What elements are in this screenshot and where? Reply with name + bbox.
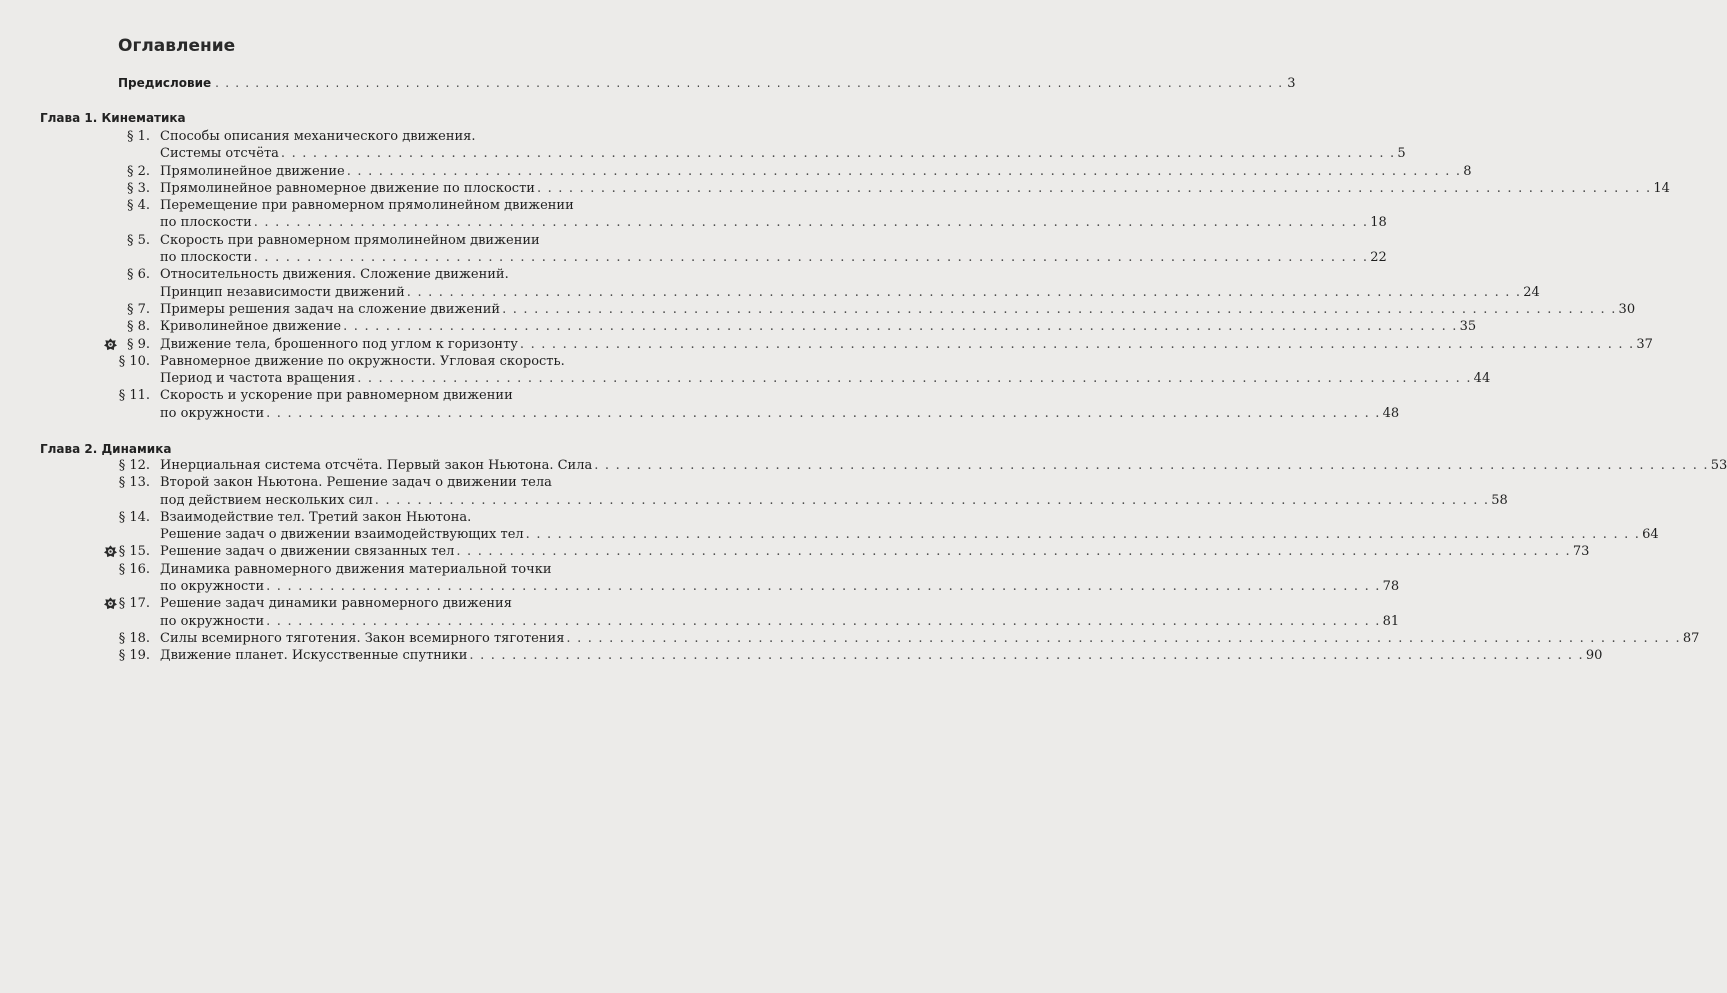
- chapter-1-entries: [0, 128, 1670, 422]
- page-number: 48: [1382, 405, 1400, 421]
- toc-entry[interactable]: [0, 180, 1670, 197]
- section-number: § 1.: [126, 129, 150, 144]
- section-number: § 15.: [118, 544, 150, 560]
- page-number: 35: [1459, 319, 1477, 335]
- toc-entry[interactable]: [0, 197, 1387, 232]
- toc-entry[interactable]: [0, 336, 1653, 353]
- entry-title-line: [160, 318, 1477, 335]
- entry-title-text: Криволинейное движение: [160, 319, 342, 335]
- toc-entry[interactable]: [0, 387, 1400, 422]
- page-number: 18: [1370, 215, 1387, 231]
- toc-entry-preface[interactable]: [118, 76, 1296, 91]
- entry-title-text: Движение планет. Искусственные спутники: [160, 648, 468, 664]
- toc-entry[interactable]: [0, 595, 1400, 630]
- entry-title-text: по окружности: [160, 579, 265, 595]
- page-number: 53: [1710, 458, 1727, 473]
- entry-title-line: [160, 578, 1400, 595]
- entry-title-text: Примеры решения задач на сложение движений: [160, 301, 501, 317]
- entry-title-line: Взаимодействие тел. Третий закон Ньютона.: [160, 509, 472, 525]
- entry-title-text: Принцип независимости движений: [160, 284, 405, 300]
- dot-leader: . . . . . . . . . . . . . . . . . . . . . . . . . . . . . . . . . . . . . . . . . . . . . . . . . . . . . . . . . . . . . . . . . . . . . . . . . . . . . . . . . . . . . . . . . . . . . . . . . . . . . . . . .: [469, 648, 1584, 664]
- dot-leader: . . . . . . . . . . . . . . . . . . . . . . . . . . . . . . . . . . . . . . . . . . . . . . . . . . . . . . . . . . . . . . . . . . . . . . . . . . . . . . . . . . . . . . . . . . . . . . . . . . . . . . . . .: [266, 613, 1381, 629]
- page-number: 64: [1642, 527, 1659, 543]
- section-number: § 2.: [126, 163, 150, 179]
- toc-entry[interactable]: [0, 630, 1700, 647]
- toc-entry[interactable]: [0, 509, 1659, 544]
- section-number: § 11.: [118, 388, 150, 404]
- section-number: § 18.: [118, 630, 150, 646]
- entry-title-line: Скорость и ускорение при равномерном движении: [160, 388, 513, 404]
- entry-title-line: Решение задач динамики равномерного движения: [160, 596, 512, 612]
- dot-leader: . . . . . . . . . . . . . . . . . . . . . . . . . . . . . . . . . . . . . . . . . . . . . . . . . . . . . . . . . . . . . . . . . . . . . . . . . . . . . . . . . . . . . . . . . . . . . . . . . . . . . . . . .: [594, 458, 1709, 473]
- page-number: 8: [1463, 163, 1472, 179]
- advanced-topic-icon: [103, 337, 118, 352]
- toc-entry[interactable]: [0, 353, 1491, 388]
- page-number: 37: [1636, 336, 1653, 352]
- toc-entry[interactable]: [0, 474, 1508, 509]
- section-number: § 16.: [118, 561, 150, 577]
- chapter-2-entries: [0, 457, 1727, 665]
- entry-title-line: [160, 370, 1491, 387]
- entry-title-line: Динамика равномерного движения материальной точки: [160, 561, 552, 577]
- dot-leader: . . . . . . . . . . . . . . . . . . . . . . . . . . . . . . . . . . . . . . . . . . . . . . . . . . . . . . . . . . . . . . . . . . . . . . . . . . . . . . . . . . . . . . . . . . . . . . . . . . . . . . . . .: [536, 180, 1652, 196]
- page-title: Оглавление: [118, 36, 236, 56]
- entry-title-line: Второй закон Ньютона. Решение задач о движении тела: [160, 475, 552, 491]
- dot-leader: . . . . . . . . . . . . . . . . . . . . . . . . . . . . . . . . . . . . . . . . . . . . . . . . . . . . . . . . . . . . . . . . . . . . . . . . . . . . . . . . . . . . . . . . . . . . . . . . . . . . . . . . .: [253, 250, 1369, 266]
- entry-title-text: под действием нескольких сил: [160, 492, 373, 508]
- entry-title-line: [160, 405, 1400, 422]
- toc-entry[interactable]: [0, 647, 1603, 664]
- section-number: § 7.: [126, 301, 150, 317]
- dot-leader: . . . . . . . . . . . . . . . . . . . . . . . . . . . . . . . . . . . . . . . . . . . . . . . . . . . . . . . . . . . . . . . . . . . . . . . . . . . . . . . . . . . . . . . . . . . . . . . . . . . . . . . . .: [406, 284, 1522, 300]
- entry-title-line: [160, 163, 1472, 180]
- entry-title-line: Скорость при равномерном прямолинейном движении: [160, 232, 540, 248]
- entry-title-text: Решение задач о движении связанных тел: [160, 544, 455, 560]
- chapter-heading-2: Глава 2. Динамика: [40, 442, 172, 456]
- toc-entry[interactable]: [0, 457, 1727, 474]
- entry-title-line: [160, 492, 1508, 509]
- toc-entry[interactable]: [0, 163, 1472, 180]
- dot-leader: . . . . . . . . . . . . . . . . . . . . . . . . . . . . . . . . . . . . . . . . . . . . . . . . . . . . . . . . . . . . . . . . . . . . . . . . . . . . . . . . . . . . . . . . . . . . . . . . . . . . . . . . .: [346, 163, 1462, 179]
- dot-leader: . . . . . . . . . . . . . . . . . . . . . . . . . . . . . . . . . . . . . . . . . . . . . . . . . . . . . . . . . . . . . . . . . . . . . . . . . . . . . . . . . . . . . . . . . . . . . . . . . . . . . . . . .: [343, 319, 1458, 335]
- preface-page: 3: [1287, 76, 1296, 91]
- page-number: 81: [1382, 613, 1400, 629]
- dot-leader: . . . . . . . . . . . . . . . . . . . . . . . . . . . . . . . . . . . . . . . . . . . . . . . . . . . . . . . . . . . . . . . . . . . . . . . . . . . . . . . . . . . . . . . . . . . . . . . . . . . . . . . . .: [456, 544, 1571, 560]
- section-number: § 17.: [118, 596, 150, 612]
- entry-title-line: [160, 284, 1540, 301]
- advanced-topic-icon: [103, 544, 118, 559]
- dot-leader: . . . . . . . . . . . . . . . . . . . . . . . . . . . . . . . . . . . . . . . . . . . . . . . . . . . . . . . . . . . . . . . . . . . . . . . . . . . . . . . . . . . . . . . . . . . . . . . . . . . . . . . . .: [357, 371, 1472, 387]
- page-number: 58: [1491, 492, 1508, 508]
- page-number: 24: [1523, 284, 1540, 300]
- entry-title-line: Способы описания механического движения.: [160, 129, 476, 144]
- entry-title-text: по окружности: [160, 613, 265, 629]
- entry-title-line: Перемещение при равномерном прямолинейном движении: [160, 198, 574, 214]
- page-number: 44: [1473, 371, 1491, 387]
- dot-leader: . . . . . . . . . . . . . . . . . . . . . . . . . . . . . . . . . . . . . . . . . . . . . . . . . . . . . . . . . . . . . . . . . . . . . . . . . . . . . . . . . . . . . . . . . . . . . . . . . . . . . . . . .: [253, 215, 1369, 231]
- entry-title-text: Силы всемирного тяготения. Закон всемирного тяготения: [160, 630, 565, 646]
- entry-title-text: по плоскости: [160, 215, 252, 231]
- dot-leader: . . . . . . . . . . . . . . . . . . . . . . . . . . . . . . . . . . . . . . . . . . . . . . . . . . . . . . . . . . . . . . . . . . . . . . . . . . . . . . . . . . . . . . . . . . . . . . . . . . . . . . . . .: [266, 405, 1381, 421]
- entry-title-line: Равномерное движение по окружности. Угловая скорость.: [160, 353, 565, 369]
- dot-leader: . . . . . . . . . . . . . . . . . . . . . . . . . . . . . . . . . . . . . . . . . . . . . . . . . . . . . . . . . . . . . . . . . . . . . . . . . . . . . . . . . . . . . . . . . . . . . . . . . . . . . . . . .: [566, 630, 1681, 646]
- entry-title-line: Относительность движения. Сложение движений.: [160, 267, 509, 283]
- entry-title-line: [160, 214, 1387, 231]
- toc-entry[interactable]: [0, 318, 1477, 335]
- toc-entry[interactable]: [0, 266, 1540, 301]
- entry-title-line: [160, 301, 1636, 318]
- page-number: 78: [1382, 579, 1400, 595]
- section-number: § 5.: [126, 232, 150, 248]
- section-number: § 6.: [126, 267, 150, 283]
- page-number: 90: [1585, 648, 1603, 664]
- entry-title-line: [160, 526, 1659, 543]
- dot-leader: . . . . . . . . . . . . . . . . . . . . . . . . . . . . . . . . . . . . . . . . . . . . . . . . . . . . . . . . . . . . . . . . . . . . . . . . . . . . . . . . . . . . . . . . . . . . . . . . . . . . . . . . .: [280, 146, 1396, 162]
- toc-entry[interactable]: [0, 301, 1636, 318]
- entry-title-line: [160, 249, 1387, 266]
- page-number: 22: [1370, 250, 1387, 266]
- section-number: § 3.: [126, 180, 150, 196]
- entry-title-text: Прямолинейное равномерное движение по плоскости: [160, 180, 535, 196]
- section-number: § 12.: [118, 458, 150, 473]
- dot-leader: . . . . . . . . . . . . . . . . . . . . . . . . . . . . . . . . . . . . . . . . . . . . . . . . . . . . . . . . . . . . . . . . . . . . . . . . . . . . . . . . . . . . . . . . . . . . . . . . . . . . . . . . .: [525, 527, 1641, 543]
- entry-title-text: Инерциальная система отсчёта. Первый закон Ньютона. Сила: [160, 458, 593, 473]
- toc-entry[interactable]: [0, 232, 1387, 267]
- entry-title-text: Период и частота вращения: [160, 371, 356, 387]
- entry-title-line: [160, 543, 1590, 560]
- entry-title-text: по плоскости: [160, 250, 252, 266]
- entry-title-text: Системы отсчёта: [160, 146, 279, 162]
- entry-title-line: [160, 457, 1727, 474]
- dot-leader: . . . . . . . . . . . . . . . . . . . . . . . . . . . . . . . . . . . . . . . . . . . . . . . . . . . . . . . . . . . . . . . . . . . . . . . . . . . . . . . . . . . . . . . . . . . . . . . . . . . . . . . . .: [374, 492, 1490, 508]
- advanced-topic-icon: [103, 596, 118, 611]
- dot-leader: . . . . . . . . . . . . . . . . . . . . . . . . . . . . . . . . . . . . . . . . . . . . . . . . . . . . . . . . . . . . . . . . . . . . . . . . . . . . . . . . . . . . . . . . . . . . . . . . . . . . . . . . . . .: [215, 76, 1284, 90]
- entry-title-line: [160, 613, 1400, 630]
- dot-leader: . . . . . . . . . . . . . . . . . . . . . . . . . . . . . . . . . . . . . . . . . . . . . . . . . . . . . . . . . . . . . . . . . . . . . . . . . . . . . . . . . . . . . . . . . . . . . . . . . . . . . . . . .: [502, 301, 1617, 317]
- entry-title-line: [160, 630, 1700, 647]
- entry-title-text: Решение задач о движении взаимодействующих тел: [160, 527, 524, 543]
- section-number: § 8.: [126, 319, 150, 335]
- entry-title-line: [160, 647, 1603, 664]
- dot-leader: . . . . . . . . . . . . . . . . . . . . . . . . . . . . . . . . . . . . . . . . . . . . . . . . . . . . . . . . . . . . . . . . . . . . . . . . . . . . . . . . . . . . . . . . . . . . . . . . . . . . . . . . .: [266, 579, 1381, 595]
- entry-title-line: [160, 180, 1670, 197]
- entry-title-text: Прямолинейное движение: [160, 163, 345, 179]
- entry-title-text: Движение тела, брошенного под углом к горизонту: [160, 336, 518, 352]
- page-number: 30: [1618, 301, 1636, 317]
- page-number: 14: [1653, 180, 1670, 196]
- section-number: § 9.: [126, 336, 150, 352]
- page-number: 5: [1397, 146, 1406, 162]
- page-number: 87: [1682, 630, 1700, 646]
- toc-entry[interactable]: [0, 561, 1400, 596]
- toc-entry[interactable]: [0, 128, 1406, 163]
- chapter-heading-1: Глава 1. Кинематика: [40, 111, 186, 125]
- entry-title-line: [160, 336, 1653, 353]
- section-number: § 13.: [118, 475, 150, 491]
- toc-entry[interactable]: [0, 543, 1590, 560]
- section-number: § 10.: [118, 353, 150, 369]
- section-number: § 14.: [118, 509, 150, 525]
- preface-label: Предисловие: [118, 76, 212, 90]
- dot-leader: . . . . . . . . . . . . . . . . . . . . . . . . . . . . . . . . . . . . . . . . . . . . . . . . . . . . . . . . . . . . . . . . . . . . . . . . . . . . . . . . . . . . . . . . . . . . . . . . . . . . . . . . .: [519, 336, 1635, 352]
- section-number: § 4.: [126, 198, 150, 214]
- entry-title-line: [160, 145, 1406, 162]
- section-number: § 19.: [118, 648, 150, 664]
- page-number: 73: [1572, 544, 1590, 560]
- entry-title-text: по окружности: [160, 405, 265, 421]
